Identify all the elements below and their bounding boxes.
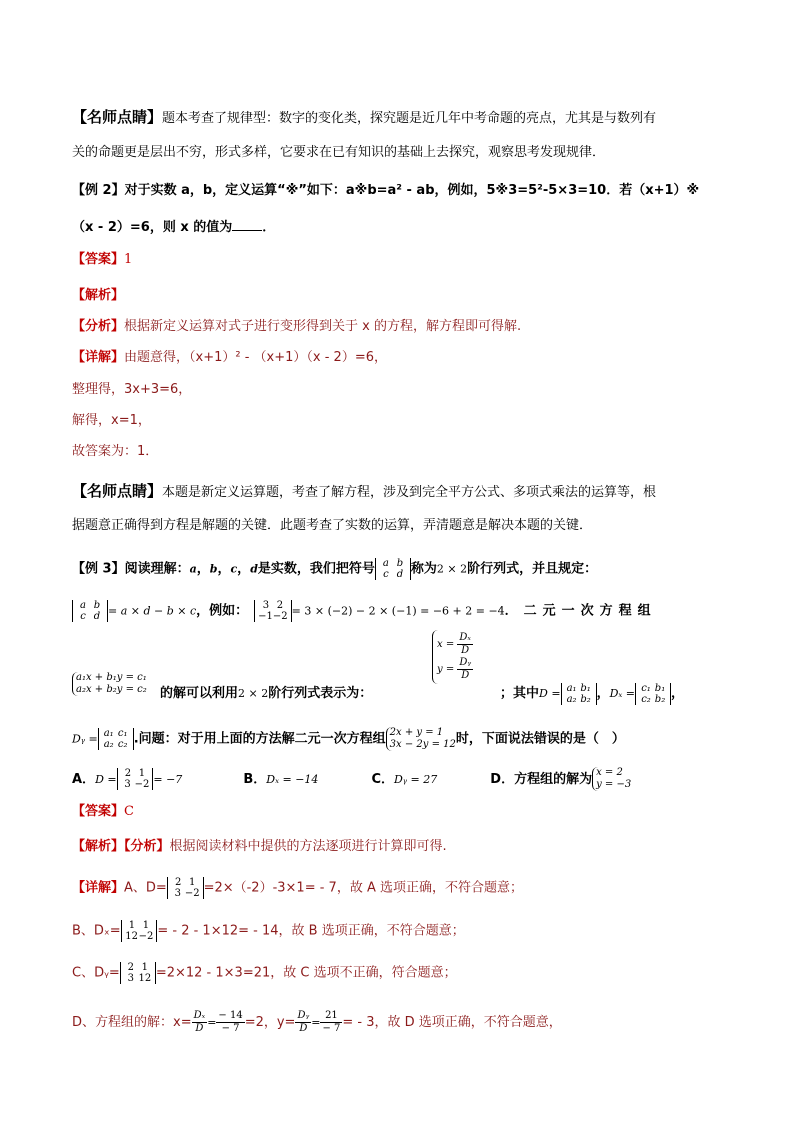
- example-3-analysis: 【解析】【分析】根据阅读材料中提供的方法逐项进行计算即可得.: [72, 839, 447, 854]
- example-2-step2: 解得，x=1，: [72, 413, 151, 428]
- comment-block-1-line2: 关的命题更是层出不穷，形式多样，它要求在已有知识的基础上去探究，观察思考发现规律．: [72, 145, 606, 160]
- example-3-line1: 【例 3】阅读理解：a，b，c，d是实数，我们把符号 a b c d 称为2 × 2阶行列式，并且规定：: [72, 558, 598, 580]
- example-2-line1: 【例 2】对于实数 a，b，定义运算“※”如下：a※b=a² - ab，例如，5※3=5²-5×3=10．若（x+1）※: [72, 183, 700, 198]
- general-system: a₁x + b₁y = c₁ a₂x + b₂y = c₂: [72, 672, 147, 696]
- example-2-fenxi: 【分析】根据新定义运算对式子进行变形得到关于 x 的方程，解方程即可得解.: [72, 319, 522, 334]
- option-d: D．方程组的解为 x = 2 y = −3: [490, 767, 632, 790]
- example-determinant: 3 2 −1−2: [254, 600, 292, 622]
- symbol-determinant: a b c d: [375, 558, 411, 580]
- example-3-step-b: B、Dₓ= 1 1 12−2 = - 2 - 1×12= - 14，故 B 选项正确，不符合题意；: [72, 920, 465, 942]
- example-3-line2: a b c d = a × d − b × c，例如： 3 2 −1−2 = 3 × (−2) − 2 × (−1) = −6 + 2 = −4．二元一次方程组: [72, 600, 657, 622]
- rule-determinant: a b c d: [72, 600, 108, 622]
- question-system: 2x + y = 1 3x − 2y = 12: [386, 727, 456, 751]
- example-2-comment-line2: 据题意正确得到方程是解题的关键．此题考查了实数的运算，弄清题意是解决本题的关键．: [72, 518, 593, 533]
- example-3-step-d: D、方程组的解：x= $\frac{\text{Dₓ}}{D}$ = $\frac{- 14}{- 7}$ =2，y= $\frac{\text{Dᵧ}}{D}$ = $\frac{21}{- 7}$ = - 3，故 D 选项正确，不符合题意，: [72, 1010, 562, 1034]
- option-c: C．Dᵧ = 27: [371, 771, 438, 787]
- famous-teacher-tag: 【名师点睛】: [72, 108, 163, 126]
- example-3-tag: 【例 3】: [72, 561, 125, 577]
- D-determinant: a₁ b₁ a₂ b₂: [561, 683, 597, 705]
- answer-blank: [232, 218, 262, 231]
- Dy-determinant: a₁ c₁ a₂ c₂: [98, 728, 134, 750]
- example-3-line3-text: 的解可以利用2 × 2阶行列式表示为：: [160, 686, 373, 701]
- Dx-determinant: c₁ b₁ c₂ b₂: [635, 683, 671, 705]
- example-3-step-c: C、Dᵧ= 2 1 3 12 =2×12 - 1×3=21，故 C 选项不正确，符合题意；: [72, 962, 457, 984]
- example-3-answer: 【答案】C: [72, 804, 134, 819]
- example-2-tag: 【例 2】: [72, 183, 125, 198]
- example-2-step3: 故答案为：1．: [72, 444, 159, 459]
- option-b: B．Dₓ = −14: [243, 771, 319, 787]
- example-3-line3-defs: ；其中D = a₁ b₁ a₂ b₂ ，Dₓ = c₁ b₁ c₂ b₂ ，: [500, 682, 685, 705]
- option-a: A．D = 2 1 3 −2 = −7: [72, 768, 183, 790]
- solution-formula: x = $\frac{\text{Dₓ}}{D}$ y = $\frac{\text{Dᵧ}}{D}$: [432, 630, 473, 684]
- example-2-xiangjie: 【详解】由题意得，（x+1）² - （x+1）（x - 2）=6，: [72, 350, 387, 365]
- example-2-step1: 整理得，3x+3=6，: [72, 382, 192, 397]
- example-3-step-a: 【详解】A、D= 2 1 3 −2 =2×（-2）-3×1= - 7，故 A 选项正确，不符合题意；: [72, 877, 523, 899]
- comment-block-1-line1: 【名师点睛】题本考查了规律型：数字的变化类，探究题是近几年中考命题的亮点，尤其是与数列有: [72, 108, 657, 126]
- example-2-answer: 【答案】1: [72, 252, 133, 267]
- example-2-comment-line1: 【名师点睛】本题是新定义运算题，考查了解方程，涉及到完全平方公式、多项式乘法的运算等，根: [72, 482, 657, 500]
- example-3-options: [72, 767, 631, 791]
- example-2-line2: （x - 2）=6，则 x 的值为 ．: [72, 220, 276, 235]
- example-3-line4: Dᵧ = a₁ c₁ a₂ c₂ .问题：对于用上面的方法解二元一次方程组 2x + y = 1 3x − 2y = 12时，下面说法错误的是（ ）: [72, 727, 625, 750]
- example-2-analysis-tag: 【解析】: [72, 288, 125, 303]
